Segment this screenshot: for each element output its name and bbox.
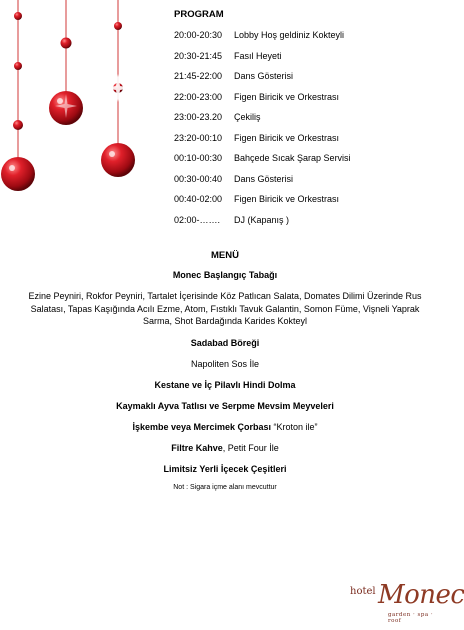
schedule-event: Figen Biricik ve Orkestrası [234, 91, 340, 102]
course-name: Kestane ve İç Pilavlı Hindi Dolma [154, 379, 296, 390]
menu-starter-title [25, 269, 425, 281]
schedule-event: Dans Gösterisi [234, 173, 294, 184]
smoking-note: Not : Sigara içme alanı mevcuttur [173, 483, 277, 491]
schedule-time: 00:10-00:30 [174, 153, 223, 163]
ornament-ball [1, 12, 135, 191]
schedule-event: Figen Biricik ve Orkestrası [234, 132, 340, 143]
schedule-time: 00:40-02:00 [174, 194, 223, 204]
logo-hotel-word: hotel [350, 586, 376, 597]
menu-starter-description: Ezine Peyniri, Rokfor Peyniri, Tartalet İçerisinde Köz Patlıcan Salata, Domates Dilimi Üzerinde Rus Salatası, Tapas Kaşığında Acılı Ezme, Atom, Fıstıklı Tavuk Galantin, Somon Füme, Vişneli Yaprak Sarma, Shot Bardağında Karides Kokteyl [28, 291, 422, 326]
menu-sauce: Napoliten Sos İle [190, 358, 260, 369]
menu-coffee [25, 442, 425, 454]
menu-main-course [25, 379, 425, 391]
menu-borek [25, 337, 425, 349]
course-name: Monec Başlangıç Tabağı [172, 270, 278, 280]
menu-section [25, 250, 425, 491]
schedule-event: DJ (Kapanış ) [234, 214, 290, 225]
program-title: PROGRAM [174, 9, 224, 20]
schedule-time: 20:30-21:45 [174, 50, 223, 61]
logo-brand-name: Monec [378, 580, 464, 610]
logo-tagline: garden · spa · roof [388, 612, 434, 624]
schedule-time: 02:00-……. [174, 214, 221, 225]
schedule-time: 21:45-22:00 [174, 71, 223, 81]
schedule-time: 20:00-20:30 [174, 30, 223, 40]
course-name: Kaymaklı Ayva Tatlısı ve Serpme Mevsim Meyveleri [116, 400, 334, 411]
course-name: Limitsiz Yerli İçecek Çeşitleri [163, 463, 287, 474]
schedule-event: Çekiliş [234, 112, 261, 122]
schedule-time: 00:30-00:40 [174, 173, 223, 184]
schedule-event: Lobby Hoş geldiniz Kokteyli [234, 30, 345, 40]
schedule-time: 23:20-00:10 [174, 132, 223, 143]
menu-title: MENÜ [211, 250, 239, 261]
schedule-event: Bahçede Sıcak Şarap Servisi [234, 153, 351, 163]
schedule-event: Figen Biricik ve Orkestrası [234, 194, 340, 204]
schedule-time: 23:00-23.20 [174, 112, 223, 122]
course-name: İşkembe veya Mercimek Çorbası [132, 421, 272, 432]
course-detail: “Kroton ile” [271, 421, 318, 432]
course-name: Sadabad Böreği [190, 337, 260, 348]
schedule-event: Fasıl Heyeti [234, 50, 282, 61]
schedule-time: 22:00-23:00 [174, 91, 223, 102]
menu-soup [25, 421, 425, 433]
schedule-event: Dans Gösterisi [234, 71, 294, 81]
course-name: Filtre Kahve [171, 442, 223, 453]
christmas-ornaments [0, 0, 150, 200]
course-detail: , Petit Four İle [222, 442, 279, 453]
menu-drinks [25, 463, 425, 475]
hotel-logo [348, 580, 464, 624]
menu-dessert [25, 400, 425, 412]
